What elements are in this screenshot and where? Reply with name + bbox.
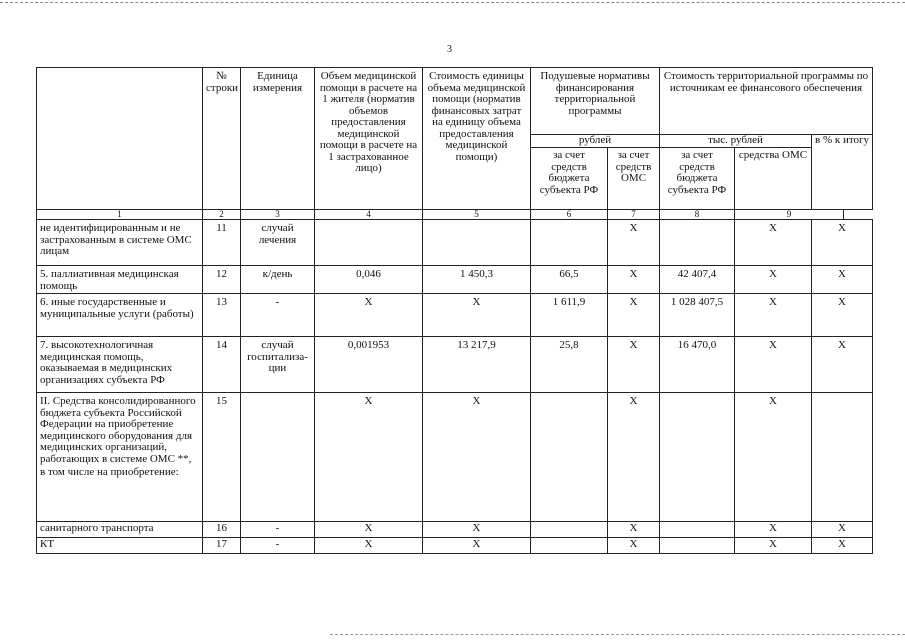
header-label: [37, 68, 203, 210]
header-volume: Объем медицинской помощи в расчете на 1 жителя (норматив объемов предоставления медицинской помощи в расчете на 1 застрахованное лицо): [315, 68, 423, 210]
row-percent: X: [812, 294, 873, 337]
table-row: [37, 538, 873, 554]
row-volume: [315, 220, 423, 266]
row-line-number: 15: [203, 393, 241, 522]
col-number: 5: [423, 210, 531, 220]
row-budget-thous: [660, 393, 735, 522]
row-volume: X: [315, 294, 423, 337]
row-budget-rub: [531, 538, 608, 554]
row-line-number: 11: [203, 220, 241, 266]
row-label: не идентифицированным и не застрахованным в системе ОМС лицам: [37, 220, 203, 266]
header-budget-rub: за счет средств бюджета субъекта РФ: [531, 148, 608, 210]
row-oms-thous: X: [735, 522, 812, 538]
header-line-number: № строки: [203, 68, 241, 210]
row-unit: -: [241, 538, 315, 554]
row-label: 5. паллиативная медицинская помощь: [37, 266, 203, 294]
row-line-number: 14: [203, 337, 241, 393]
col-number: 6: [531, 210, 608, 220]
row-unit: случай лечения: [241, 220, 315, 266]
table-row: [37, 522, 873, 538]
scan-border-top: [0, 2, 905, 3]
column-numbers-row: [37, 210, 873, 220]
row-unit-cost: X: [423, 538, 531, 554]
col-number: 1: [37, 210, 203, 220]
row-volume: X: [315, 522, 423, 538]
row-oms-rub: X: [608, 337, 660, 393]
header-rubles: рублей: [531, 135, 660, 148]
header-row: [37, 68, 873, 135]
header-thousand-rubles: тыс. рублей: [660, 135, 812, 148]
row-oms-thous: X: [735, 266, 812, 294]
page-number: 3: [447, 44, 452, 55]
row-label: санитарного транспорта: [37, 522, 203, 538]
row-unit-cost: [423, 220, 531, 266]
row-unit-cost: 1 450,3: [423, 266, 531, 294]
row-volume: X: [315, 538, 423, 554]
row-label: 7. высокотехнологичная медицинская помощь, оказываемая в медицинских организациях субъекта РФ: [37, 337, 203, 393]
row-oms-rub: X: [608, 393, 660, 522]
header-program-cost: Стоимость территориальной программы по источникам ее финансового обеспечения: [660, 68, 873, 135]
row-unit: -: [241, 522, 315, 538]
row-line-number: 13: [203, 294, 241, 337]
row-unit: -: [241, 294, 315, 337]
header-oms-rub: за счет средств ОМС: [608, 148, 660, 210]
table-row: [37, 220, 873, 266]
table-row: [37, 294, 873, 337]
row-budget-rub: 25,8: [531, 337, 608, 393]
col-number: 4: [315, 210, 423, 220]
row-budget-thous: [660, 538, 735, 554]
row-budget-thous: 1 028 407,5: [660, 294, 735, 337]
row-oms-rub: X: [608, 220, 660, 266]
row-percent: X: [812, 266, 873, 294]
row-percent: [812, 393, 873, 522]
row-label-tail: в том числе на приобретение:: [40, 466, 179, 478]
col-number: 9: [735, 210, 844, 220]
row-unit-cost: X: [423, 393, 531, 522]
col-number: 7: [608, 210, 660, 220]
row-unit: к/день: [241, 266, 315, 294]
row-label-block: [37, 393, 203, 522]
row-oms-thous: X: [735, 538, 812, 554]
header-per-capita: Подушевые нормативы финансирования территориальной программы: [531, 68, 660, 135]
row-budget-thous: [660, 220, 735, 266]
financing-table: [36, 67, 873, 554]
row-percent: X: [812, 337, 873, 393]
row-label: КТ: [37, 538, 203, 554]
row-oms-thous: X: [735, 337, 812, 393]
row-budget-rub: [531, 220, 608, 266]
table-row: [37, 337, 873, 393]
row-unit-cost: X: [423, 294, 531, 337]
row-unit-cost: X: [423, 522, 531, 538]
header-oms-thous: средства ОМС: [735, 148, 812, 210]
row-oms-thous: X: [735, 393, 812, 522]
col-number: 3: [241, 210, 315, 220]
row-oms-rub: X: [608, 522, 660, 538]
row-volume: X: [315, 393, 423, 522]
row-volume: 0,046: [315, 266, 423, 294]
row-budget-thous: [660, 522, 735, 538]
row-oms-thous: X: [735, 220, 812, 266]
row-budget-rub: [531, 522, 608, 538]
row-budget-thous: 16 470,0: [660, 337, 735, 393]
row-line-number: 12: [203, 266, 241, 294]
row-budget-thous: 42 407,4: [660, 266, 735, 294]
header-unit-cost: Стоимость единицы объема медицинской помощи (норматив финансовых затрат на единицу объема предоставления медицинской помощи): [423, 68, 531, 210]
row-oms-rub: X: [608, 294, 660, 337]
row-unit-cost: 13 217,9: [423, 337, 531, 393]
row-percent: X: [812, 522, 873, 538]
col-number: 8: [660, 210, 735, 220]
row-label: 6. иные государственные и муниципальные услуги (работы): [37, 294, 203, 337]
header-percent-of-total: в % к итогу: [812, 135, 873, 210]
row-budget-rub: 1 611,9: [531, 294, 608, 337]
row-oms-rub: X: [608, 538, 660, 554]
scan-border-bottom: [330, 634, 905, 635]
row-percent: X: [812, 220, 873, 266]
table-row: [37, 266, 873, 294]
row-line-number: 16: [203, 522, 241, 538]
row-percent: X: [812, 538, 873, 554]
row-oms-thous: X: [735, 294, 812, 337]
header-budget-thous: за счет средств бюджета субъекта РФ: [660, 148, 735, 210]
row-unit: [241, 393, 315, 522]
table-row: [37, 393, 873, 522]
row-budget-rub: 66,5: [531, 266, 608, 294]
row-budget-rub: [531, 393, 608, 522]
row-unit: случай госпитализа-ции: [241, 337, 315, 393]
row-volume: 0,001953: [315, 337, 423, 393]
header-unit: Единица измерения: [241, 68, 315, 210]
row-oms-rub: X: [608, 266, 660, 294]
row-label: II. Средства консолидированного бюджета субъекта Российской Федерации на приобретение медицинского оборудования для медицинских организаций, работающих в системе ОМС **,: [40, 395, 196, 465]
col-number: 2: [203, 210, 241, 220]
row-line-number: 17: [203, 538, 241, 554]
